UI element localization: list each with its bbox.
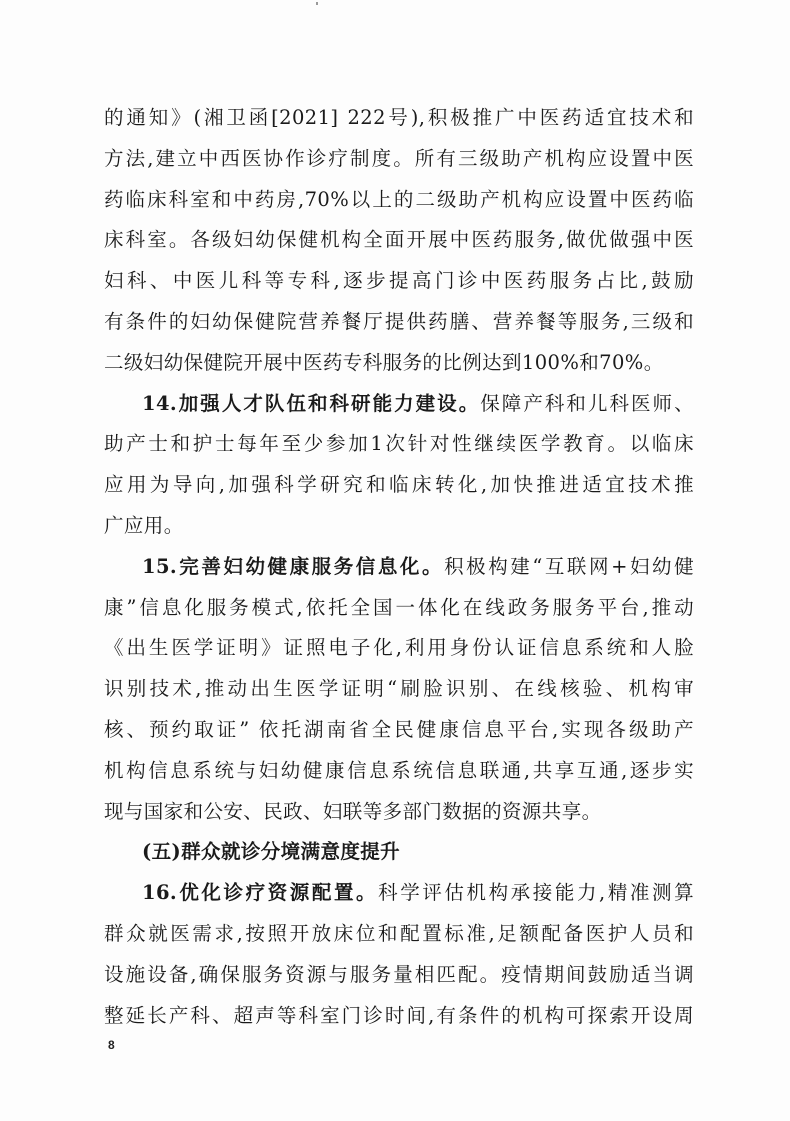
text-line: 整延长产科、超声等科室门诊时间,有条件的机构可探索开设周 <box>104 1003 694 1027</box>
text-line: 广应用。 <box>104 513 184 537</box>
section-title: (五)群众就诊分境满意度提升 <box>142 840 401 864</box>
paragraph-14-talent <box>104 384 694 547</box>
text-line: 二级妇幼保健院开展中医药专科服务的比例达到100%和70%。 <box>104 350 664 374</box>
paragraph-tcm-services <box>104 98 694 384</box>
text-line: 的通知》(湘卫函[2021] 222号),积极推广中医药适宜技术和 <box>104 106 694 129</box>
item-heading-16: 16.优化诊疗资源配置。 <box>142 881 379 905</box>
text-line: 应用为导向,加强科学研究和临床转化,加快推进适宜技术推 <box>104 473 694 497</box>
text-line: 15.完善妇幼健康服务信息化。积极构建“互联网+妇幼健 <box>142 554 694 578</box>
text-line: 妇科、中医儿科等专科,逐步提高门诊中医药服务占比,鼓励 <box>104 269 694 293</box>
text-line <box>104 832 694 873</box>
text-line: 现与国家和公安、民政、妇联等多部门数据的资源共享。 <box>104 799 602 823</box>
scan-speck <box>316 2 318 5</box>
text-line: 设施设备,确保服务资源与服务量相匹配。疫情期间鼓励适当调 <box>104 962 694 986</box>
text-line: 《出生医学证明》证照电子化,利用身份认证信息系统和人脸 <box>104 636 694 660</box>
text-line: 方法,建立中西医协作诊疗制度。所有三级助产机构应设置中医 <box>104 146 694 170</box>
paragraph-16-resources <box>104 873 694 1036</box>
text-line: 14.加强人才队伍和科研能力建设。保障产科和儿科医师、 <box>142 391 694 415</box>
page-number: 8 <box>108 1038 115 1052</box>
item-heading-14: 14.加强人才队伍和科研能力建设。 <box>142 391 481 415</box>
text-line: 康”信息化服务模式,依托全国一体化在线政务服务平台,推动 <box>104 595 694 619</box>
text-line: 有条件的妇幼保健院营养餐厅提供药膳、营养餐等服务,三级和 <box>104 309 694 333</box>
text-line: 床科室。各级妇幼保健机构全面开展中医药服务,做优做强中医 <box>104 228 694 252</box>
text-line: 群众就医需求,按照开放床位和配置标准,足额配备医护人员和 <box>104 921 694 945</box>
text-line: 识别技术,推动出生医学证明“刷脸识别、在线核验、机构审 <box>104 677 694 701</box>
text-line: 机构信息系统与妇幼健康信息系统信息联通,共享互通,逐步实 <box>104 758 694 782</box>
text-line: 助产士和护士每年至少参加1次针对性继续医学教育。以临床 <box>104 432 694 456</box>
item-heading-15: 15.完善妇幼健康服务信息化。 <box>142 554 445 578</box>
text-line: 核、预约取证” 依托湖南省全民健康信息平台,实现各级助产 <box>104 717 694 741</box>
body-text <box>104 98 694 1036</box>
paragraph-15-informatization <box>104 547 694 833</box>
text-line: 药临床科室和中药房,70%以上的二级助产机构应设置中医药临 <box>104 187 694 211</box>
text-line: 16.优化诊疗资源配置。科学评估机构承接能力,精准测算 <box>142 881 695 905</box>
section-heading-5 <box>104 832 694 873</box>
